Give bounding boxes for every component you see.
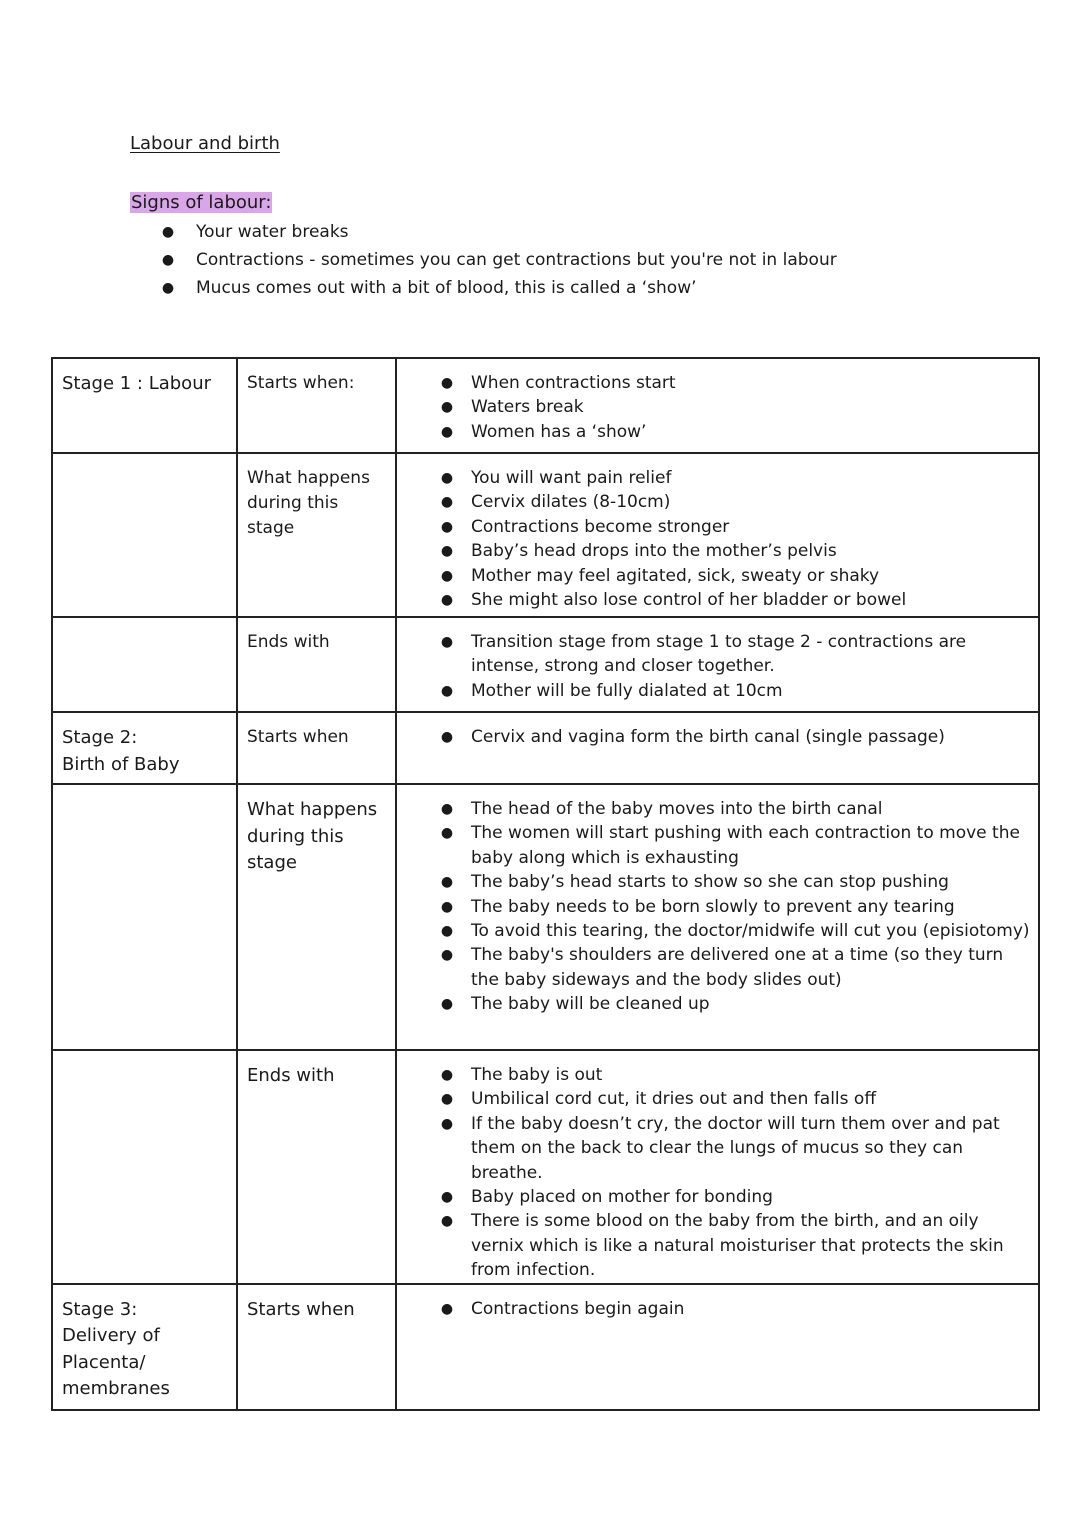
bullet-icon: ●	[440, 634, 454, 650]
points-cell	[396, 1284, 1039, 1410]
bullet-icon: ●	[440, 470, 454, 486]
bullet-icon: ●	[440, 825, 454, 842]
page-title: Labour and birth	[130, 133, 280, 154]
list-item: ● To avoid this tearing, the doctor/midwife will cut you (episiotomy)	[441, 919, 1030, 943]
bullet-icon: ●	[440, 1300, 454, 1317]
list-item: ● She might also lose control of her bladder or bowel	[441, 588, 1030, 612]
points-list	[397, 618, 1038, 703]
stage-cell	[52, 453, 237, 617]
points-list	[397, 454, 1038, 612]
list-item: ● Baby placed on mother for bonding	[441, 1185, 1030, 1209]
phase-label: Starts when:	[247, 373, 355, 393]
bullet-icon: ●	[440, 996, 454, 1013]
bullet-icon: ●	[440, 801, 454, 817]
table-row	[52, 453, 1039, 617]
list-item: ● Umbilical cord cut, it dries out and then falls off	[441, 1087, 1030, 1111]
points-list	[397, 1285, 1038, 1321]
list-item: ● The women will start pushing with each contraction to move the baby along which is exhausting	[440, 823, 1020, 868]
bullet-icon: ●	[440, 375, 454, 391]
list-item: ● You will want pain relief	[441, 466, 1030, 490]
list-item: ● Mother may feel agitated, sick, sweaty or shaky	[441, 564, 1030, 588]
points-cell	[396, 712, 1039, 784]
points-list	[397, 1051, 1038, 1283]
bullet-icon: ●	[440, 923, 454, 940]
list-item: ● The baby will be cleaned up	[441, 992, 1030, 1016]
bullet-icon: ●	[440, 1213, 454, 1230]
stage-line: membranes	[62, 1378, 170, 1400]
list-item: ● Cervix dilates (8-10cm)	[441, 490, 1030, 514]
sign-text: Your water breaks	[196, 222, 349, 242]
signs-list	[160, 220, 837, 304]
list-item	[160, 220, 837, 248]
list-item: ● Waters break	[441, 395, 1030, 419]
stage-cell	[52, 712, 237, 784]
list-item: ● The head of the baby moves into the birth canal	[441, 797, 1030, 821]
table-row	[52, 1050, 1039, 1284]
points-list	[397, 785, 1038, 1017]
stage-cell	[52, 617, 237, 712]
stage-line: Placenta/	[62, 1351, 146, 1373]
stage-label	[53, 359, 236, 398]
bullet-icon: ●	[440, 494, 454, 511]
list-item: ● There is some blood on the baby from the birth, and an oily vernix which is like a natural moisturiser that protects the skin from infection.	[440, 1211, 1004, 1281]
list-item: ● The baby needs to be born slowly to prevent any tearing	[441, 895, 1030, 919]
points-cell	[396, 784, 1039, 1050]
list-item: ● Contractions begin again	[441, 1297, 1030, 1321]
stage-label	[53, 713, 236, 778]
phase-label: What happens during this stage	[247, 468, 370, 538]
stage-line: Delivery of	[62, 1325, 160, 1347]
list-item: ● The baby is out	[441, 1063, 1030, 1087]
phase-label: Starts when	[247, 1298, 355, 1320]
list-item: ● The baby’s head starts to show so she can stop pushing	[441, 870, 1030, 894]
bullet-icon: ●	[440, 898, 454, 915]
phase-label: Starts when	[247, 727, 349, 747]
phase-cell	[237, 617, 396, 712]
phase-cell	[237, 712, 396, 784]
phase-cell	[237, 358, 396, 453]
table-row	[52, 712, 1039, 784]
points-list	[397, 359, 1038, 444]
phase-cell	[237, 453, 396, 617]
phase-cell	[237, 784, 396, 1050]
points-cell	[396, 617, 1039, 712]
bullet-icon: ●	[440, 518, 454, 535]
phase-cell	[237, 1050, 396, 1284]
stage-line: Birth of Baby	[62, 753, 180, 775]
phase-label: What happens during this stage	[247, 799, 378, 873]
stages-table	[51, 357, 1040, 1411]
list-item: ● When contractions start	[441, 371, 1030, 395]
list-item: ● Cervix and vagina form the birth canal (single passage)	[441, 725, 1030, 749]
list-item	[160, 248, 837, 276]
stage-line: Stage 1 : Labour	[62, 373, 212, 394]
stage-line: Stage 3:	[62, 1298, 138, 1320]
bullet-icon: ●	[161, 280, 175, 296]
table-row	[52, 358, 1039, 453]
list-item: ● Baby’s head drops into the mother’s pelvis	[441, 539, 1030, 563]
bullet-icon: ●	[440, 874, 454, 891]
points-cell	[396, 453, 1039, 617]
signs-heading: Signs of labour:	[131, 192, 272, 213]
table-row	[52, 784, 1039, 1050]
table-row	[52, 1284, 1039, 1410]
points-cell	[396, 358, 1039, 453]
phase-label: Ends with	[247, 1065, 335, 1086]
phase-cell	[237, 1284, 396, 1410]
stage-label	[53, 1285, 236, 1403]
bullet-icon: ●	[440, 567, 454, 584]
stage-cell	[52, 358, 237, 453]
list-item: ● Mother will be fully dialated at 10cm	[441, 679, 1030, 703]
bullet-icon: ●	[440, 1189, 454, 1206]
stage-cell	[52, 1284, 237, 1410]
points-cell	[396, 1050, 1039, 1284]
bullet-icon: ●	[440, 1091, 454, 1108]
bullet-icon: ●	[440, 1067, 454, 1083]
list-item: ● Transition stage from stage 1 to stage 2 - contractions are intense, strong and closer together.	[440, 632, 967, 677]
bullet-icon: ●	[440, 399, 454, 416]
list-item: ● Women has a ‘show’	[441, 420, 1030, 444]
stage-cell	[52, 784, 237, 1050]
stage-line: Stage 2:	[62, 727, 138, 748]
bullet-icon: ●	[440, 423, 454, 440]
sign-text: Mucus comes out with a bit of blood, this is called a ‘show’	[196, 278, 697, 298]
list-item: ● The baby's shoulders are delivered one at a time (so they turn the baby sideways and the body slides out)	[440, 945, 1004, 990]
bullet-icon: ●	[440, 682, 454, 699]
bullet-icon: ●	[440, 543, 454, 560]
bullet-icon: ●	[440, 729, 454, 745]
bullet-icon: ●	[161, 252, 175, 268]
bullet-icon: ●	[440, 592, 454, 609]
bullet-icon: ●	[161, 224, 175, 240]
stage-cell	[52, 1050, 237, 1284]
bullet-icon: ●	[440, 947, 454, 964]
table-row	[52, 617, 1039, 712]
bullet-icon: ●	[440, 1115, 454, 1132]
points-list	[397, 713, 1038, 749]
list-item: ● Contractions become stronger	[441, 515, 1030, 539]
sign-text: Contractions - sometimes you can get contractions but you're not in labour	[196, 250, 837, 270]
list-item	[160, 276, 837, 304]
phase-label: Ends with	[247, 632, 330, 652]
list-item: ● If the baby doesn’t cry, the doctor will turn them over and pat them on the back to clear the lungs of mucus so they can breathe.	[440, 1113, 1000, 1183]
